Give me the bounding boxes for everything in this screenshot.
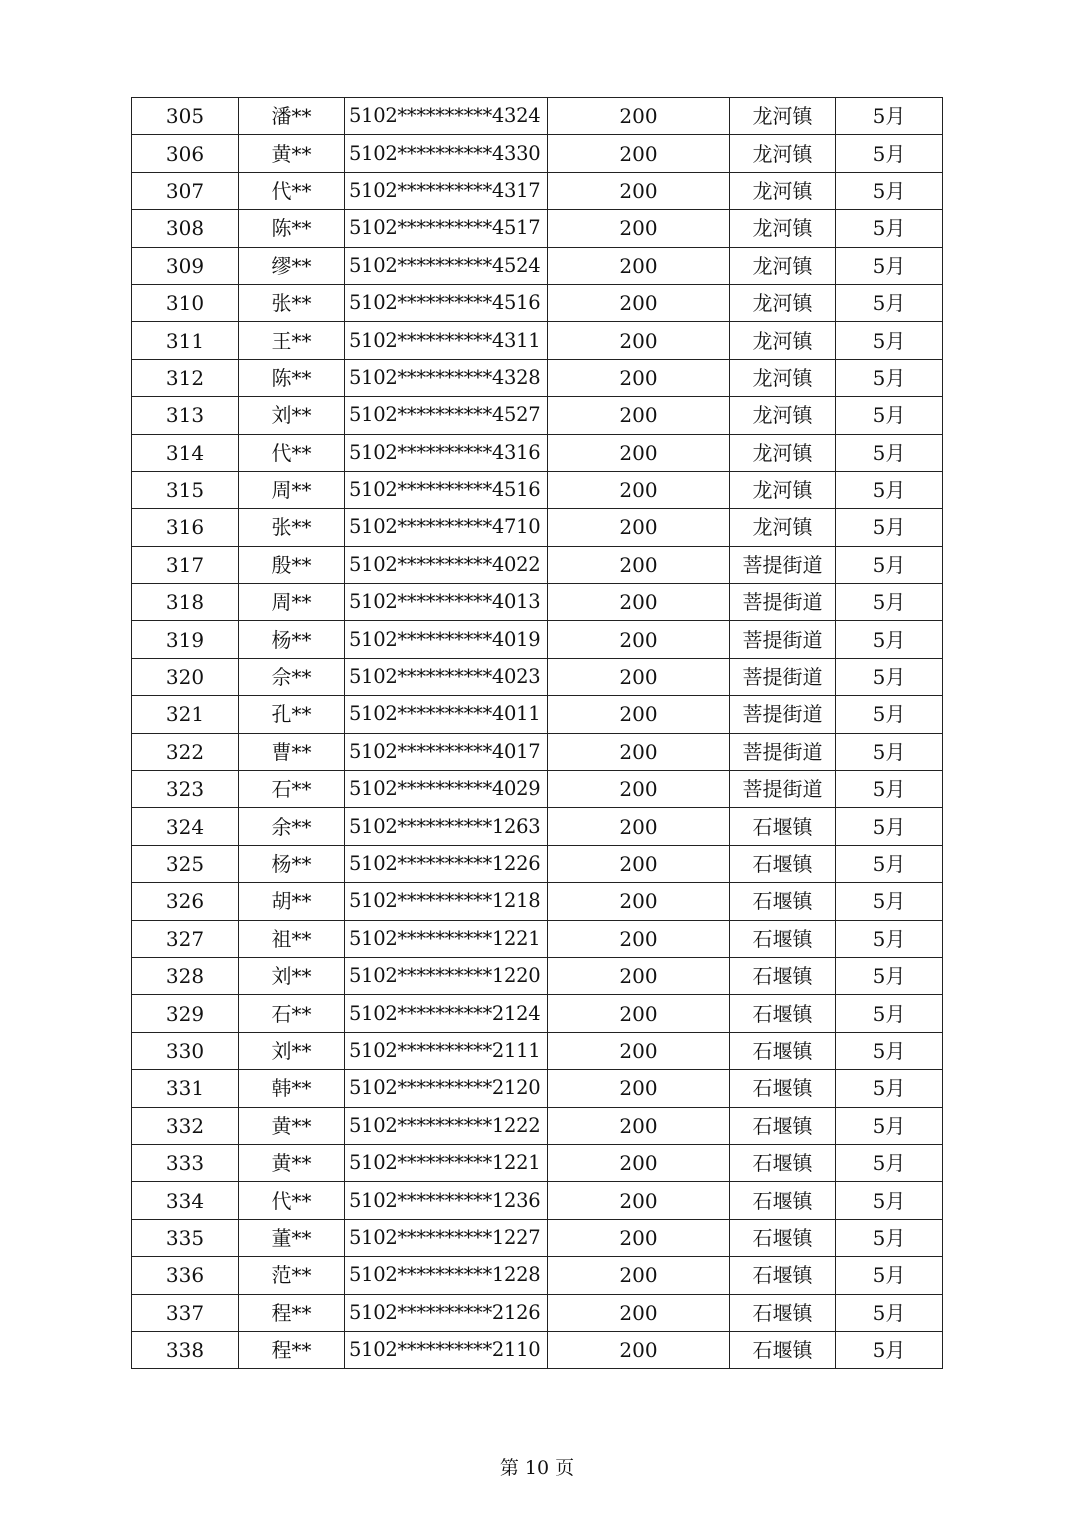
amount-cell: 200	[548, 733, 730, 770]
amount-cell: 200	[548, 284, 730, 321]
id-number-cell: 5102**********2126	[345, 1294, 548, 1331]
id-number-cell: 5102**********1221	[345, 1144, 548, 1181]
serial-number-cell: 330	[132, 1032, 239, 1069]
month-cell: 5月	[836, 172, 943, 209]
month-cell: 5月	[836, 322, 943, 359]
month-cell: 5月	[836, 1257, 943, 1294]
id-number-cell: 5102**********4710	[345, 509, 548, 546]
table-row	[132, 995, 943, 1032]
serial-number-cell: 305	[132, 98, 239, 135]
table-row	[132, 135, 943, 172]
district-cell: 龙河镇	[730, 98, 836, 135]
district-cell: 石堰镇	[730, 1032, 836, 1069]
amount-cell: 200	[548, 397, 730, 434]
serial-number-cell: 336	[132, 1257, 239, 1294]
amount-cell: 200	[548, 322, 730, 359]
district-cell: 石堰镇	[730, 995, 836, 1032]
amount-cell: 200	[548, 98, 730, 135]
month-cell: 5月	[836, 957, 943, 994]
district-cell: 石堰镇	[730, 1294, 836, 1331]
table-row	[132, 696, 943, 733]
district-cell: 石堰镇	[730, 920, 836, 957]
district-cell: 石堰镇	[730, 1219, 836, 1256]
name-cell: 余**	[239, 808, 345, 845]
serial-number-cell: 333	[132, 1144, 239, 1181]
serial-number-cell: 335	[132, 1219, 239, 1256]
amount-cell: 200	[548, 1070, 730, 1107]
table-row	[132, 957, 943, 994]
district-cell: 龙河镇	[730, 434, 836, 471]
table-row	[132, 1182, 943, 1219]
id-number-cell: 5102**********2124	[345, 995, 548, 1032]
name-cell: 刘**	[239, 397, 345, 434]
amount-cell: 200	[548, 845, 730, 882]
table-row	[132, 247, 943, 284]
month-cell: 5月	[836, 434, 943, 471]
table-row	[132, 808, 943, 845]
table-row	[132, 98, 943, 135]
serial-number-cell: 322	[132, 733, 239, 770]
amount-cell: 200	[548, 471, 730, 508]
id-number-cell: 5102**********2110	[345, 1331, 548, 1368]
amount-cell: 200	[548, 509, 730, 546]
id-number-cell: 5102**********4013	[345, 584, 548, 621]
district-cell: 龙河镇	[730, 135, 836, 172]
amount-cell: 200	[548, 546, 730, 583]
amount-cell: 200	[548, 584, 730, 621]
serial-number-cell: 325	[132, 845, 239, 882]
serial-number-cell: 320	[132, 658, 239, 695]
month-cell: 5月	[836, 1182, 943, 1219]
id-number-cell: 5102**********4317	[345, 172, 548, 209]
name-cell: 胡**	[239, 883, 345, 920]
name-cell: 杨**	[239, 845, 345, 882]
id-number-cell: 5102**********4023	[345, 658, 548, 695]
name-cell: 刘**	[239, 957, 345, 994]
table-row	[132, 1144, 943, 1181]
district-cell: 龙河镇	[730, 247, 836, 284]
table-row	[132, 658, 943, 695]
month-cell: 5月	[836, 397, 943, 434]
district-cell: 石堰镇	[730, 1144, 836, 1181]
table-row	[132, 397, 943, 434]
name-cell: 杨**	[239, 621, 345, 658]
name-cell: 周**	[239, 471, 345, 508]
table-row	[132, 172, 943, 209]
id-number-cell: 5102**********4517	[345, 210, 548, 247]
table-row	[132, 771, 943, 808]
district-cell: 龙河镇	[730, 471, 836, 508]
serial-number-cell: 306	[132, 135, 239, 172]
serial-number-cell: 324	[132, 808, 239, 845]
name-cell: 董**	[239, 1219, 345, 1256]
amount-cell: 200	[548, 771, 730, 808]
table-row	[132, 546, 943, 583]
name-cell: 祖**	[239, 920, 345, 957]
serial-number-cell: 337	[132, 1294, 239, 1331]
serial-number-cell: 332	[132, 1107, 239, 1144]
month-cell: 5月	[836, 920, 943, 957]
table-row	[132, 1331, 943, 1368]
serial-number-cell: 316	[132, 509, 239, 546]
month-cell: 5月	[836, 771, 943, 808]
month-cell: 5月	[836, 845, 943, 882]
table-row	[132, 509, 943, 546]
table-row	[132, 584, 943, 621]
district-cell: 石堰镇	[730, 1070, 836, 1107]
name-cell: 代**	[239, 1182, 345, 1219]
id-number-cell: 5102**********4516	[345, 284, 548, 321]
serial-number-cell: 313	[132, 397, 239, 434]
district-cell: 石堰镇	[730, 1257, 836, 1294]
serial-number-cell: 331	[132, 1070, 239, 1107]
id-number-cell: 5102**********4022	[345, 546, 548, 583]
table-row	[132, 920, 943, 957]
month-cell: 5月	[836, 471, 943, 508]
table-row	[132, 359, 943, 396]
month-cell: 5月	[836, 658, 943, 695]
table-row	[132, 1294, 943, 1331]
table-row	[132, 471, 943, 508]
serial-number-cell: 328	[132, 957, 239, 994]
table-row	[132, 845, 943, 882]
name-cell: 殷**	[239, 546, 345, 583]
id-number-cell: 5102**********1263	[345, 808, 548, 845]
amount-cell: 200	[548, 696, 730, 733]
serial-number-cell: 309	[132, 247, 239, 284]
month-cell: 5月	[836, 135, 943, 172]
district-cell: 石堰镇	[730, 957, 836, 994]
id-number-cell: 5102**********4011	[345, 696, 548, 733]
id-number-cell: 5102**********4328	[345, 359, 548, 396]
id-number-cell: 5102**********4524	[345, 247, 548, 284]
id-number-cell: 5102**********1218	[345, 883, 548, 920]
district-cell: 菩提街道	[730, 546, 836, 583]
month-cell: 5月	[836, 1331, 943, 1368]
month-cell: 5月	[836, 1294, 943, 1331]
page-number: 第 10 页	[499, 1457, 575, 1479]
id-number-cell: 5102**********1221	[345, 920, 548, 957]
amount-cell: 200	[548, 1257, 730, 1294]
name-cell: 张**	[239, 509, 345, 546]
table-row	[132, 284, 943, 321]
month-cell: 5月	[836, 1219, 943, 1256]
name-cell: 孔**	[239, 696, 345, 733]
district-cell: 菩提街道	[730, 696, 836, 733]
table-row	[132, 1032, 943, 1069]
name-cell: 陈**	[239, 210, 345, 247]
month-cell: 5月	[836, 284, 943, 321]
serial-number-cell: 308	[132, 210, 239, 247]
table-row	[132, 1257, 943, 1294]
name-cell: 程**	[239, 1294, 345, 1331]
id-number-cell: 5102**********4330	[345, 135, 548, 172]
name-cell: 黄**	[239, 1107, 345, 1144]
table-row	[132, 1107, 943, 1144]
name-cell: 石**	[239, 771, 345, 808]
serial-number-cell: 312	[132, 359, 239, 396]
id-number-cell: 5102**********4316	[345, 434, 548, 471]
amount-cell: 200	[548, 1032, 730, 1069]
name-cell: 石**	[239, 995, 345, 1032]
table-row	[132, 621, 943, 658]
amount-cell: 200	[548, 135, 730, 172]
id-number-cell: 5102**********4527	[345, 397, 548, 434]
table-row	[132, 434, 943, 471]
serial-number-cell: 338	[132, 1331, 239, 1368]
month-cell: 5月	[836, 210, 943, 247]
serial-number-cell: 329	[132, 995, 239, 1032]
serial-number-cell: 334	[132, 1182, 239, 1219]
district-cell: 菩提街道	[730, 584, 836, 621]
name-cell: 黄**	[239, 1144, 345, 1181]
amount-cell: 200	[548, 658, 730, 695]
table-row	[132, 322, 943, 359]
month-cell: 5月	[836, 546, 943, 583]
district-cell: 菩提街道	[730, 621, 836, 658]
district-cell: 石堰镇	[730, 883, 836, 920]
id-number-cell: 5102**********1226	[345, 845, 548, 882]
id-number-cell: 5102**********4311	[345, 322, 548, 359]
district-cell: 龙河镇	[730, 359, 836, 396]
amount-cell: 200	[548, 434, 730, 471]
month-cell: 5月	[836, 584, 943, 621]
serial-number-cell: 326	[132, 883, 239, 920]
serial-number-cell: 317	[132, 546, 239, 583]
id-number-cell: 5102**********4019	[345, 621, 548, 658]
amount-cell: 200	[548, 808, 730, 845]
id-number-cell: 5102**********4029	[345, 771, 548, 808]
district-cell: 菩提街道	[730, 658, 836, 695]
id-number-cell: 5102**********2120	[345, 1070, 548, 1107]
id-number-cell: 5102**********4516	[345, 471, 548, 508]
name-cell: 张**	[239, 284, 345, 321]
id-number-cell: 5102**********1236	[345, 1182, 548, 1219]
district-cell: 龙河镇	[730, 509, 836, 546]
table-row	[132, 1219, 943, 1256]
id-number-cell: 5102**********1220	[345, 957, 548, 994]
month-cell: 5月	[836, 808, 943, 845]
month-cell: 5月	[836, 995, 943, 1032]
serial-number-cell: 319	[132, 621, 239, 658]
month-cell: 5月	[836, 1070, 943, 1107]
district-cell: 石堰镇	[730, 1107, 836, 1144]
amount-cell: 200	[548, 210, 730, 247]
district-cell: 石堰镇	[730, 1182, 836, 1219]
table-row	[132, 883, 943, 920]
month-cell: 5月	[836, 1032, 943, 1069]
id-number-cell: 5102**********4324	[345, 98, 548, 135]
month-cell: 5月	[836, 98, 943, 135]
month-cell: 5月	[836, 247, 943, 284]
month-cell: 5月	[836, 883, 943, 920]
name-cell: 代**	[239, 172, 345, 209]
amount-cell: 200	[548, 172, 730, 209]
name-cell: 刘**	[239, 1032, 345, 1069]
table-row	[132, 210, 943, 247]
district-cell: 龙河镇	[730, 284, 836, 321]
month-cell: 5月	[836, 621, 943, 658]
district-cell: 龙河镇	[730, 172, 836, 209]
amount-cell: 200	[548, 1219, 730, 1256]
amount-cell: 200	[548, 1107, 730, 1144]
id-number-cell: 5102**********4017	[345, 733, 548, 770]
month-cell: 5月	[836, 359, 943, 396]
serial-number-cell: 318	[132, 584, 239, 621]
name-cell: 代**	[239, 434, 345, 471]
month-cell: 5月	[836, 1144, 943, 1181]
records-table-body	[132, 98, 943, 1369]
district-cell: 石堰镇	[730, 1331, 836, 1368]
id-number-cell: 5102**********1222	[345, 1107, 548, 1144]
id-number-cell: 5102**********1227	[345, 1219, 548, 1256]
records-table	[131, 97, 943, 1369]
district-cell: 龙河镇	[730, 210, 836, 247]
serial-number-cell: 323	[132, 771, 239, 808]
amount-cell: 200	[548, 1294, 730, 1331]
name-cell: 曹**	[239, 733, 345, 770]
amount-cell: 200	[548, 957, 730, 994]
name-cell: 潘**	[239, 98, 345, 135]
serial-number-cell: 321	[132, 696, 239, 733]
district-cell: 龙河镇	[730, 397, 836, 434]
amount-cell: 200	[548, 359, 730, 396]
serial-number-cell: 311	[132, 322, 239, 359]
month-cell: 5月	[836, 509, 943, 546]
name-cell: 陈**	[239, 359, 345, 396]
amount-cell: 200	[548, 247, 730, 284]
amount-cell: 200	[548, 883, 730, 920]
name-cell: 黄**	[239, 135, 345, 172]
name-cell: 佘**	[239, 658, 345, 695]
amount-cell: 200	[548, 995, 730, 1032]
table-row	[132, 733, 943, 770]
month-cell: 5月	[836, 733, 943, 770]
amount-cell: 200	[548, 1144, 730, 1181]
serial-number-cell: 310	[132, 284, 239, 321]
amount-cell: 200	[548, 621, 730, 658]
name-cell: 缪**	[239, 247, 345, 284]
amount-cell: 200	[548, 1331, 730, 1368]
month-cell: 5月	[836, 1107, 943, 1144]
district-cell: 龙河镇	[730, 322, 836, 359]
amount-cell: 200	[548, 1182, 730, 1219]
name-cell: 周**	[239, 584, 345, 621]
district-cell: 石堰镇	[730, 845, 836, 882]
district-cell: 石堰镇	[730, 808, 836, 845]
serial-number-cell: 315	[132, 471, 239, 508]
district-cell: 菩提街道	[730, 771, 836, 808]
name-cell: 王**	[239, 322, 345, 359]
name-cell: 韩**	[239, 1070, 345, 1107]
name-cell: 范**	[239, 1257, 345, 1294]
name-cell: 程**	[239, 1331, 345, 1368]
id-number-cell: 5102**********1228	[345, 1257, 548, 1294]
month-cell: 5月	[836, 696, 943, 733]
serial-number-cell: 314	[132, 434, 239, 471]
serial-number-cell: 327	[132, 920, 239, 957]
amount-cell: 200	[548, 920, 730, 957]
id-number-cell: 5102**********2111	[345, 1032, 548, 1069]
district-cell: 菩提街道	[730, 733, 836, 770]
serial-number-cell: 307	[132, 172, 239, 209]
table-row	[132, 1070, 943, 1107]
